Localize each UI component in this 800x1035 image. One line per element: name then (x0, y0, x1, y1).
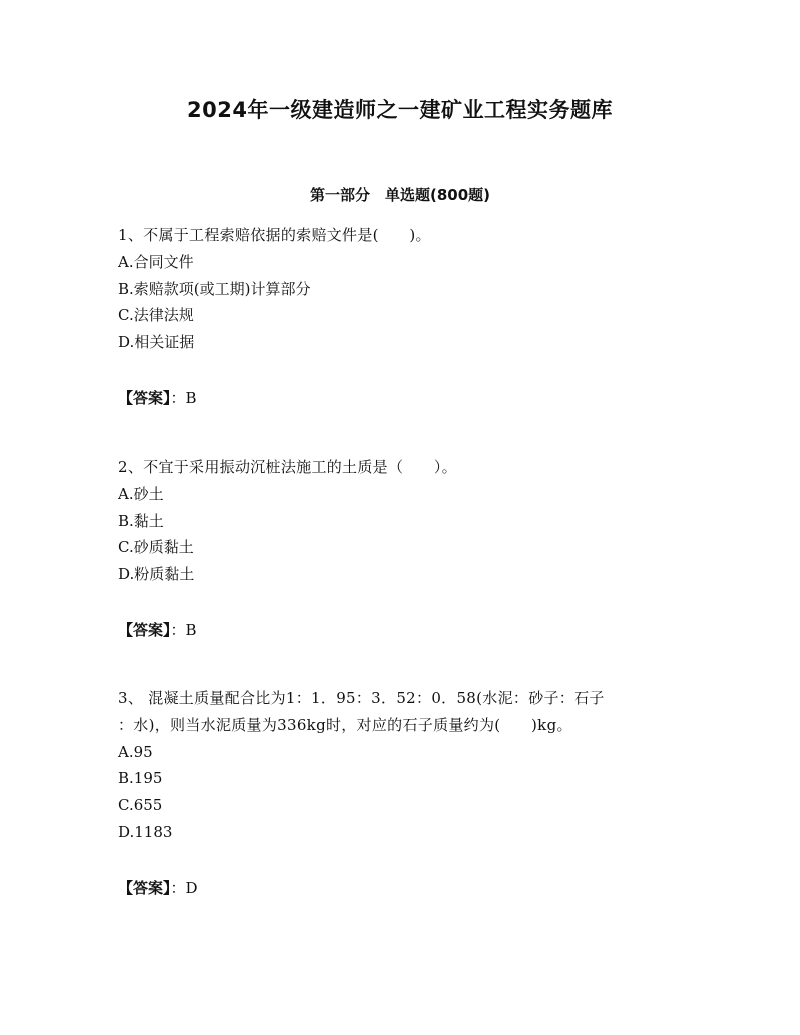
option-c: C.655 (118, 796, 163, 815)
question-2 (118, 454, 688, 588)
question-stem: 2、不宜于采用振动沉桩法施工的土质是（ ）。 (118, 458, 457, 476)
answer-label: 【答案】 (118, 389, 171, 407)
option-b: B.黏土 (118, 511, 164, 530)
answer-2 (118, 617, 197, 643)
option-a: A.合同文件 (118, 252, 194, 271)
answer-separator: ： (170, 879, 186, 897)
option-d: D.1183 (118, 822, 173, 841)
option-a: A.砂土 (118, 484, 164, 503)
option-c: C.砂质黏土 (118, 538, 194, 557)
answer-1 (118, 385, 197, 411)
answer-value: D (185, 879, 198, 897)
question-stem: 1、不属于工程索赔依据的索赔文件是( )。 (118, 226, 431, 244)
question-stem-line-2: ：水)，则当水泥质量为336kg时，对应的石子质量约为( )kg。 (118, 715, 572, 734)
option-b: B.195 (118, 769, 163, 788)
option-d: D.相关证据 (118, 333, 195, 352)
answer-value: B (185, 389, 197, 407)
answer-3 (118, 875, 198, 901)
answer-value: B (185, 621, 197, 639)
answer-label: 【答案】 (118, 621, 171, 639)
section-title: 第一部分 单选题(800题) (309, 186, 491, 204)
document-title: 2024年一级建造师之一建矿业工程实务题库 (187, 98, 613, 122)
question-1 (118, 222, 688, 356)
answer-label: 【答案】 (118, 879, 171, 897)
question-3 (118, 685, 688, 846)
option-d: D.粉质黏土 (118, 565, 195, 584)
question-stem-line-1: 3、 混凝土质量配合比为1：1．95：3．52：0．58(水泥：砂子：石子 (118, 689, 605, 707)
answer-separator: ： (170, 389, 186, 407)
answer-separator: ： (170, 621, 186, 639)
option-c: C.法律法规 (118, 306, 194, 325)
option-b: B.索赔款项(或工期)计算部分 (118, 279, 311, 298)
option-a: A.95 (118, 742, 153, 761)
